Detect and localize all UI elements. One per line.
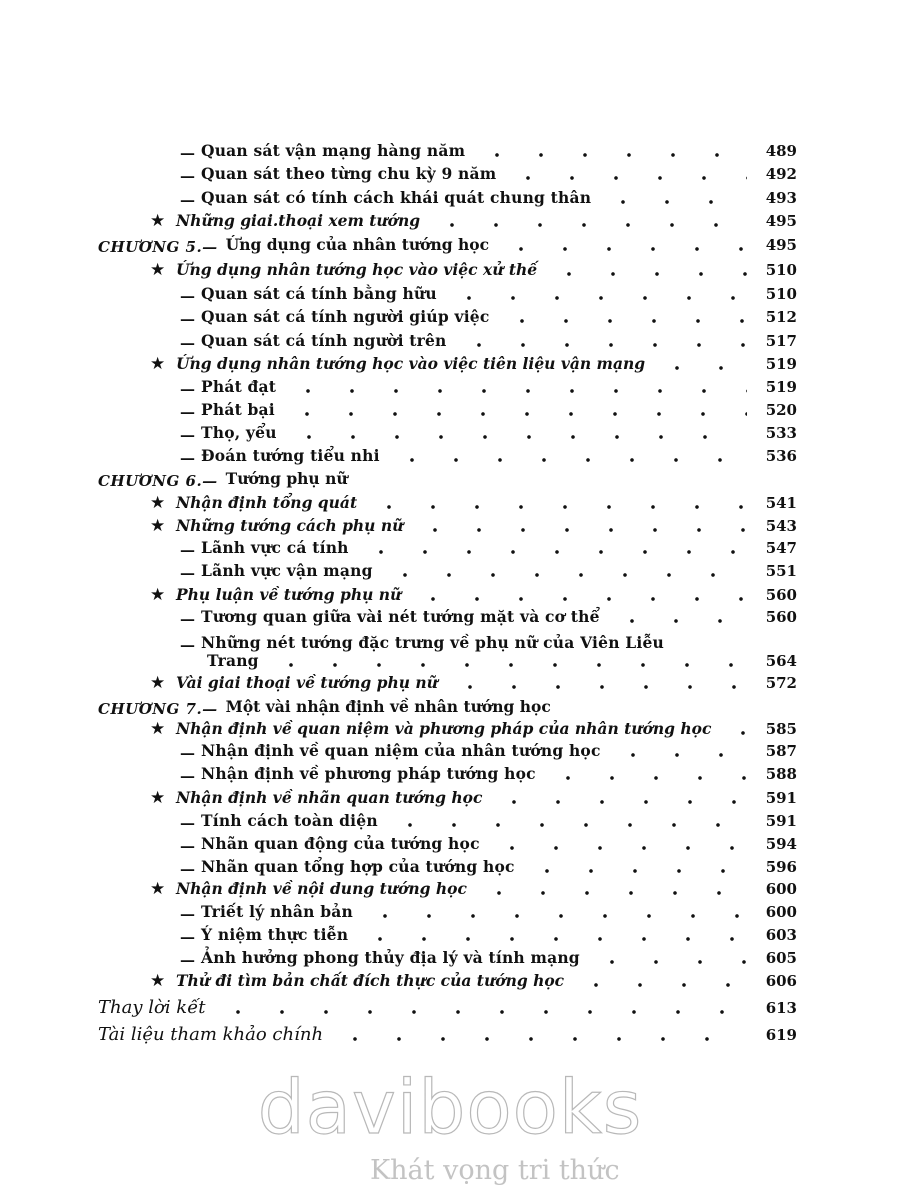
toc-page-number: 543 — [765, 517, 797, 535]
dash-bullet: — — [180, 334, 195, 352]
toc-entry — [0, 537, 900, 559]
dot-leader — [610, 619, 747, 623]
toc-entry-title: Thay lời kết — [98, 997, 206, 1018]
dot-leader — [430, 223, 747, 227]
toc-entry-title: Những giai.thoại xem tướng — [176, 211, 421, 230]
toc-entry-title: Những tướng cách phụ nữ — [176, 516, 404, 535]
chapter-label: CHƯƠNG 5.— — [98, 238, 218, 256]
toc-entry — [0, 970, 900, 992]
dash-bullet: — — [180, 928, 195, 946]
toc-page-number: 600 — [765, 903, 797, 921]
dash-bullet: — — [180, 144, 195, 162]
toc-entry-title: Nhận định về quan niệm của nhân tướng học — [201, 741, 601, 760]
dash-bullet: — — [180, 403, 195, 421]
toc-entry — [0, 163, 900, 185]
dash-bullet: — — [180, 191, 195, 209]
toc-entry-title: Nhận định về quan niệm và phương pháp của nhân tướng học — [176, 719, 712, 738]
toc-entry-title: Phát bại — [201, 400, 275, 419]
toc-entry — [0, 515, 900, 537]
dot-leader — [506, 176, 747, 180]
dot-leader — [601, 200, 747, 204]
toc-page-number: 587 — [765, 742, 797, 760]
star-bullet-icon: ★ — [150, 788, 166, 808]
toc-entry — [0, 492, 900, 514]
toc-entry-title: Phát đạt — [201, 377, 277, 396]
dash-bullet: — — [180, 449, 195, 467]
toc-page-number: 605 — [765, 949, 797, 967]
dash-bullet: — — [180, 860, 195, 878]
dot-leader — [547, 272, 747, 276]
toc-entry — [0, 468, 900, 490]
toc-entry-title: Vài giai thoại về tướng phụ nữ — [176, 673, 438, 692]
toc-entry-title: Nhận định về nội dung tướng học — [176, 879, 467, 898]
star-bullet-icon: ★ — [150, 516, 166, 536]
dash-bullet: — — [180, 837, 195, 855]
dot-leader — [383, 573, 747, 577]
toc-entry — [0, 306, 900, 328]
star-bullet-icon: ★ — [150, 879, 166, 899]
toc-entry — [0, 445, 900, 467]
toc-entry — [0, 901, 900, 923]
toc-entry-title: Những nét tướng đặc trưng về phụ nữ của Viên Liễu — [201, 633, 664, 652]
toc-entry-title: Ứng dụng nhân tướng học vào việc xử thế — [176, 260, 538, 279]
toc-page-number: 613 — [765, 999, 797, 1017]
toc-page-number: 591 — [765, 789, 797, 807]
toc-page-number: 533 — [765, 424, 797, 442]
dot-leader — [448, 685, 747, 689]
toc-page-number: 510 — [765, 261, 797, 279]
toc-page-number: 519 — [765, 378, 797, 396]
dot-leader — [390, 458, 747, 462]
toc-entry-title: Lãnh vực cá tính — [201, 538, 349, 557]
dash-bullet: — — [180, 767, 195, 785]
star-bullet-icon: ★ — [150, 211, 166, 231]
dot-leader — [358, 937, 747, 941]
toc-entry — [0, 672, 900, 694]
dot-leader — [590, 960, 747, 964]
toc-entry-title: Triết lý nhân bản — [201, 902, 353, 921]
dot-leader — [216, 1010, 747, 1014]
toc-page-number: 510 — [765, 285, 797, 303]
toc-entry — [0, 140, 900, 162]
dot-leader — [285, 412, 747, 416]
toc-entry — [0, 696, 900, 718]
dot-leader — [499, 247, 747, 251]
dot-leader — [490, 846, 747, 850]
dash-bullet: — — [180, 167, 195, 185]
toc-entry-title: Quan sát có tính cách khái quát chung thân — [201, 188, 592, 207]
dot-leader — [363, 914, 747, 918]
dash-bullet: — — [180, 610, 195, 628]
dot-leader — [359, 550, 747, 554]
star-bullet-icon: ★ — [150, 971, 166, 991]
dash-bullet: — — [180, 814, 195, 832]
toc-entry-title: Nhãn quan tổng hợp của tướng học — [201, 857, 515, 876]
toc-page-number: 560 — [765, 586, 797, 604]
dot-leader — [367, 505, 747, 509]
toc-entry — [0, 560, 900, 582]
dot-leader — [287, 435, 747, 439]
dot-leader — [411, 597, 747, 601]
star-bullet-icon: ★ — [150, 354, 166, 374]
toc-page-number: 591 — [765, 812, 797, 830]
dot-leader — [388, 823, 747, 827]
toc-page-number: 517 — [765, 332, 797, 350]
dash-bullet: — — [180, 905, 195, 923]
toc-entry — [0, 856, 900, 878]
dot-leader — [286, 389, 747, 393]
dash-bullet: — — [180, 564, 195, 582]
toc-entry-title: Ảnh hưởng phong thủy địa lý và tính mạng — [201, 948, 580, 967]
dash-bullet: — — [180, 744, 195, 762]
toc-entry-title: Lãnh vực vận mạng — [201, 561, 373, 580]
toc-entry — [0, 234, 900, 256]
toc-page-number: 536 — [765, 447, 797, 465]
watermark-tagline: Khát vọng tri thức — [370, 1155, 620, 1186]
dot-leader — [492, 800, 747, 804]
dot-leader — [721, 731, 747, 735]
dash-bullet: — — [180, 310, 195, 328]
toc-entry-title: Ứng dụng của nhân tướng học — [225, 235, 490, 254]
star-bullet-icon: ★ — [150, 493, 166, 513]
toc-page-number: 564 — [765, 652, 797, 670]
toc-entry-title: Quan sát vận mạng hàng năm — [201, 141, 466, 160]
dot-leader — [475, 153, 747, 157]
toc-page-number: 520 — [765, 401, 797, 419]
star-bullet-icon: ★ — [150, 260, 166, 280]
toc-page-number: 493 — [765, 189, 797, 207]
toc-page-number: 519 — [765, 355, 797, 373]
toc-entry-title: Tướng phụ nữ — [225, 469, 348, 488]
dot-leader — [457, 343, 747, 347]
dash-bullet: — — [180, 287, 195, 305]
toc-entry-title: Thọ, yểu — [201, 423, 277, 442]
dot-leader — [525, 869, 747, 873]
toc-entry — [0, 330, 900, 352]
toc-page-number: 495 — [765, 236, 797, 254]
toc-entry — [0, 763, 900, 785]
toc-entry — [0, 376, 900, 398]
toc-entry-title: Quan sát cá tính bằng hữu — [201, 284, 437, 303]
toc-entry-title: Phụ luận về tướng phụ nữ — [176, 585, 402, 604]
toc-page-number: 551 — [765, 562, 797, 580]
toc-entry — [0, 718, 900, 740]
dot-leader — [611, 753, 747, 757]
toc-entry — [0, 187, 900, 209]
toc-page-number: 560 — [765, 608, 797, 626]
dot-leader — [574, 983, 747, 987]
toc-entry — [0, 650, 900, 672]
toc-entry — [0, 740, 900, 762]
dot-leader — [655, 366, 747, 370]
toc-page-number: 492 — [765, 165, 797, 183]
watermark-logo: davibooks — [257, 1065, 643, 1151]
dash-bullet: — — [180, 426, 195, 444]
dot-leader — [447, 296, 747, 300]
toc-entry — [0, 787, 900, 809]
toc-entry-title: Quan sát theo từng chu kỳ 9 năm — [201, 164, 497, 183]
toc-entry — [0, 353, 900, 375]
toc-entry — [0, 810, 900, 832]
toc-entry — [0, 399, 900, 421]
toc-entry-title: Một vài nhận định về nhân tướng học — [225, 697, 551, 716]
dash-bullet: — — [180, 380, 195, 398]
toc-page-number: 603 — [765, 926, 797, 944]
toc-entry — [0, 259, 900, 281]
toc-page-number: 541 — [765, 494, 797, 512]
dot-leader — [546, 776, 747, 780]
toc-page-number: 606 — [765, 972, 797, 990]
dot-leader — [413, 528, 747, 532]
toc-entry-title: Ý niệm thực tiễn — [201, 925, 349, 944]
toc-page-number: 588 — [765, 765, 797, 783]
toc-page-number: 572 — [765, 674, 797, 692]
dot-leader — [477, 891, 747, 895]
toc-page-number: 495 — [765, 212, 797, 230]
toc-page-number: 512 — [765, 308, 797, 326]
dash-bullet: — — [180, 951, 195, 969]
toc-entry — [0, 210, 900, 232]
toc-entry — [0, 584, 900, 606]
toc-entry-title: Ứng dụng nhân tướng học vào việc tiên liệu vận mạng — [176, 354, 646, 373]
toc-entry-title: Quan sát cá tính người trên — [201, 331, 447, 350]
toc-entry-title: Trang — [207, 651, 259, 670]
toc-page-number: 594 — [765, 835, 797, 853]
toc-entry — [0, 833, 900, 855]
toc-entry-title: Nhãn quan động của tướng học — [201, 834, 480, 853]
toc-entry-title: Quan sát cá tính người giúp việc — [201, 307, 490, 326]
star-bullet-icon: ★ — [150, 585, 166, 605]
toc-entry-title: Tài liệu tham khảo chính — [98, 1024, 324, 1045]
dash-bullet: — — [180, 541, 195, 559]
toc-entry-title: Tương quan giữa vài nét tướng mặt và cơ thể — [201, 607, 600, 626]
toc-page-number: 600 — [765, 880, 797, 898]
toc-page-number: 489 — [765, 142, 797, 160]
toc-entry — [0, 283, 900, 305]
toc-entry-title: Tính cách toàn diện — [201, 811, 378, 830]
chapter-label: CHƯƠNG 7.— — [98, 700, 218, 718]
toc-entry-title: Nhận định về nhãn quan tướng học — [176, 788, 483, 807]
toc-page-number: 619 — [765, 1026, 797, 1044]
star-bullet-icon: ★ — [150, 719, 166, 739]
toc-entry-title: Đoán tướng tiểu nhi — [201, 446, 380, 465]
toc-entry — [0, 878, 900, 900]
toc-entry — [0, 924, 900, 946]
toc-entry-title: Nhận định về phương pháp tướng học — [201, 764, 536, 783]
toc-page-number: 596 — [765, 858, 797, 876]
star-bullet-icon: ★ — [150, 673, 166, 693]
dot-leader — [269, 663, 747, 667]
toc-page-number: 585 — [765, 720, 797, 738]
toc-entry — [0, 947, 900, 969]
toc-entry — [0, 606, 900, 628]
toc-entry — [0, 997, 900, 1019]
toc-page-number: 547 — [765, 539, 797, 557]
toc-entry — [0, 422, 900, 444]
dash-bullet: — — [180, 636, 195, 654]
toc-entry-title: Thử đi tìm bản chất đích thực của tướng học — [176, 971, 565, 990]
chapter-label: CHƯƠNG 6.— — [98, 472, 218, 490]
toc-entry — [0, 1024, 900, 1046]
dot-leader — [500, 319, 747, 323]
dot-leader — [333, 1037, 747, 1041]
toc-entry-title: Nhận định tổng quát — [176, 493, 358, 512]
